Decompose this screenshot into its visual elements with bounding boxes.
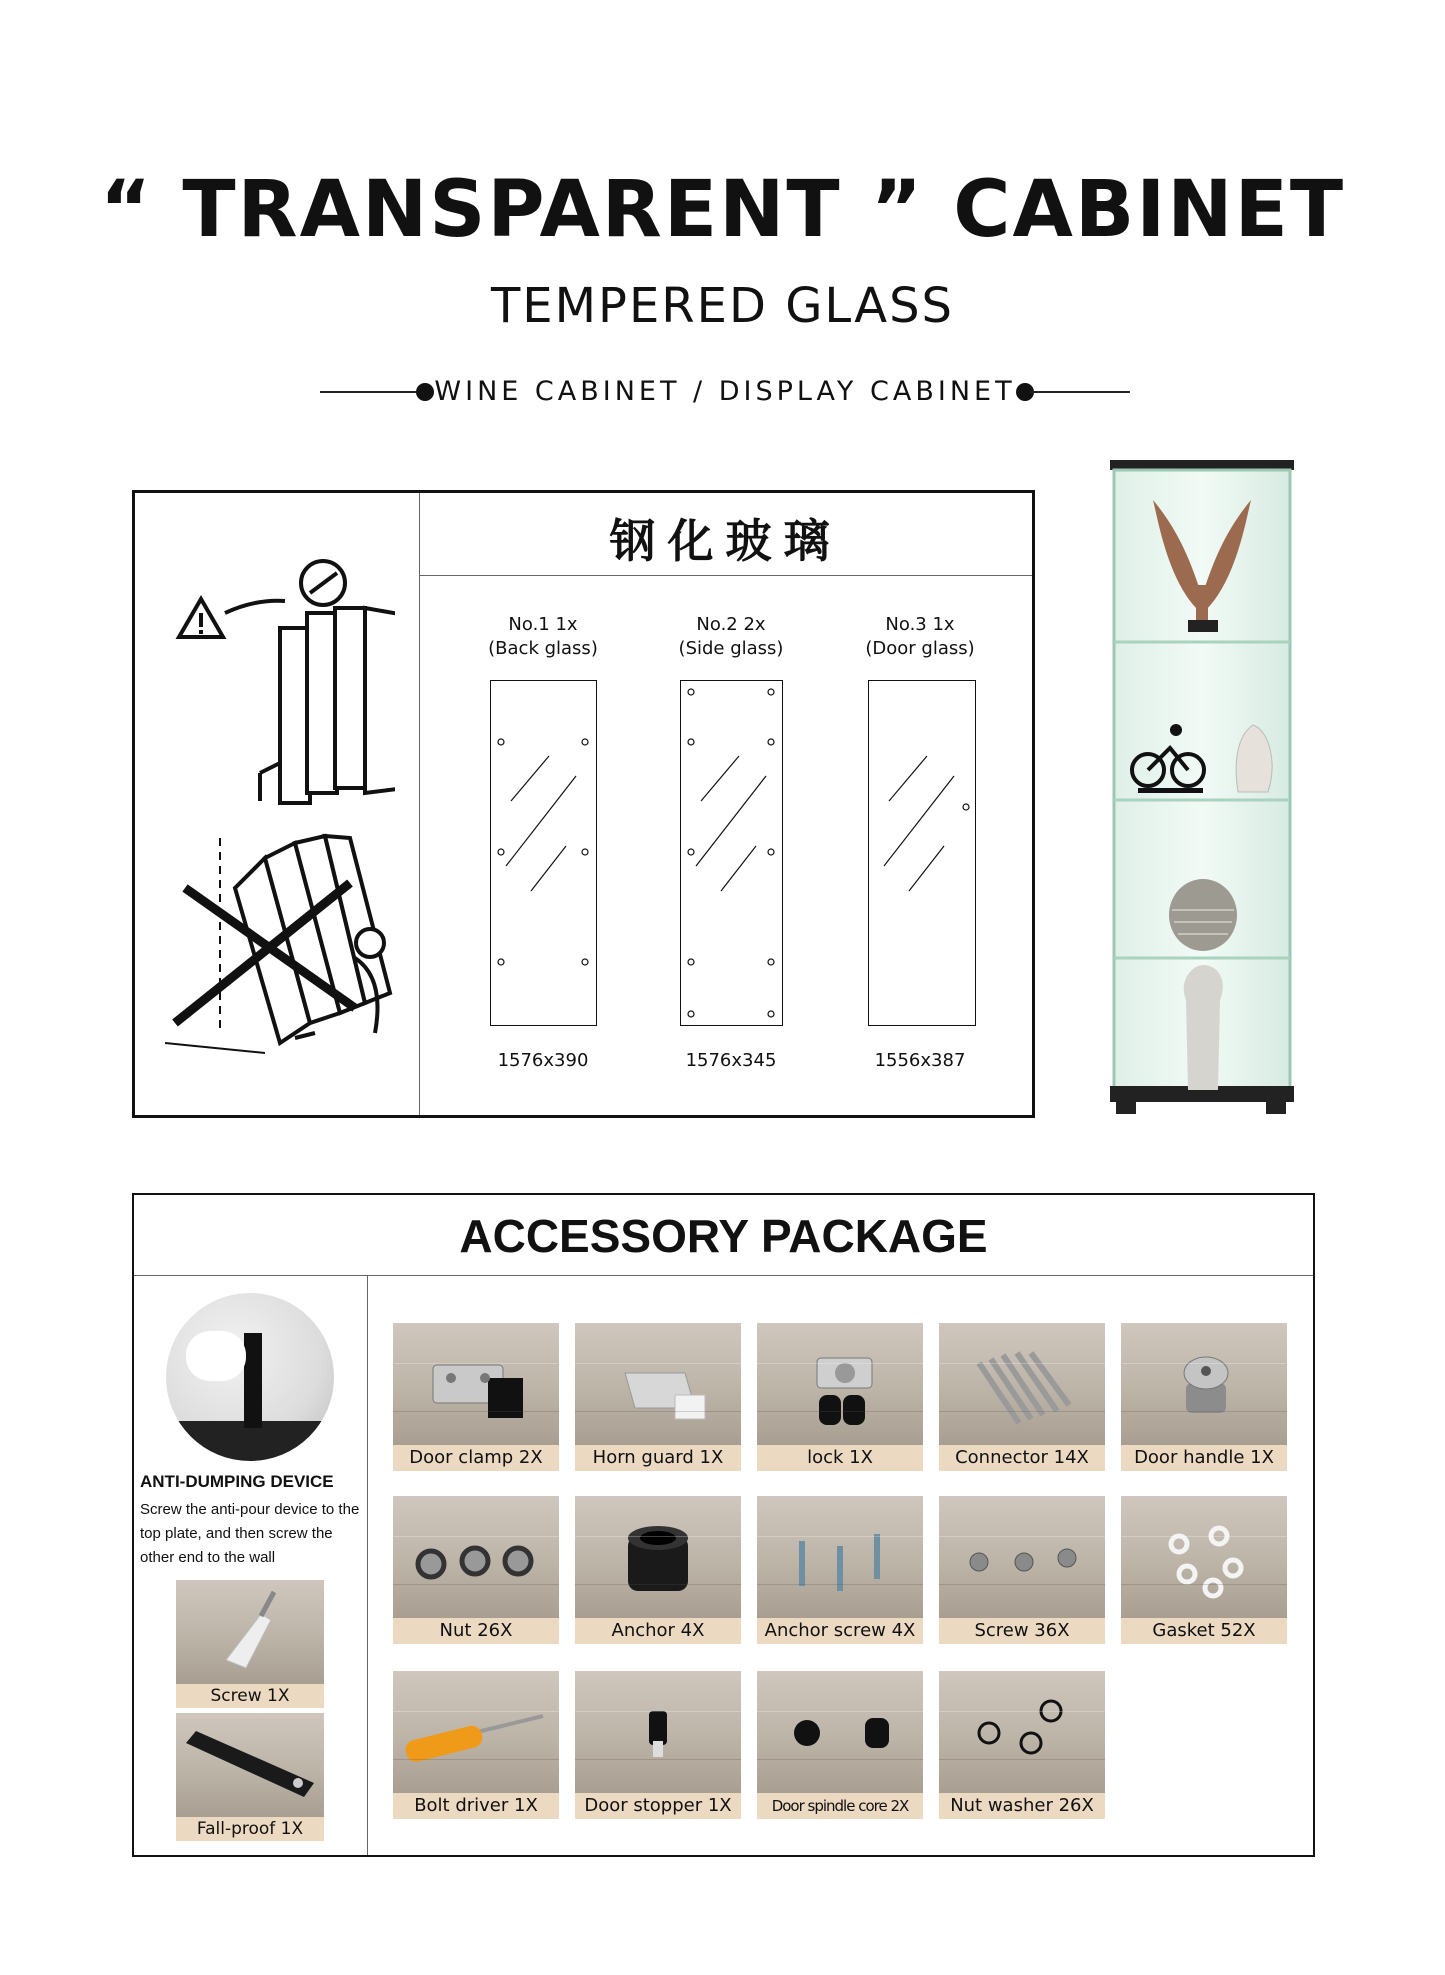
anti-dumping-photo-glove [186, 1331, 246, 1381]
connector-label: Connector 14X [939, 1445, 1105, 1471]
door-clamp-label: Door clamp 2X [393, 1445, 559, 1471]
connector-image [939, 1323, 1105, 1445]
nut-washer-label: Nut washer 26X [939, 1793, 1105, 1819]
screw-label: Screw 36X [939, 1618, 1105, 1644]
glass-panel-2-type: (Side glass) [678, 638, 784, 659]
glass-panel-2-label [651, 613, 811, 661]
handling-illustration [165, 553, 395, 1073]
accessory-tile-gasket [1121, 1496, 1287, 1644]
accessory-tile-nut-washer [939, 1671, 1105, 1819]
door-handle-photo [1121, 1323, 1287, 1445]
tagline-row [320, 374, 1130, 410]
page-subtitle: TEMPERED GLASS [490, 278, 955, 334]
glass-panel-2-qty: No.2 2x [696, 614, 766, 635]
accessory-tile-lock [757, 1323, 923, 1471]
anti-dumping-fallproof-label: Fall-proof 1X [176, 1817, 324, 1841]
glass-panel-3-size: 1556x387 [874, 1050, 966, 1071]
glass-panel-3-glare [869, 681, 974, 1024]
warning-icon [179, 599, 223, 637]
anti-dumping-screw-photo [176, 1580, 324, 1684]
cabinet-photo [1108, 460, 1298, 1160]
door-spindle-core-label: Door spindle core 2X [757, 1793, 923, 1819]
tagline-right-line [1030, 391, 1130, 393]
anti-dumping-screw-tile [176, 1580, 324, 1708]
accessory-tile-bolt-driver [393, 1671, 559, 1819]
glass-column-divider [419, 493, 420, 1115]
glass-panel-1-glare [491, 681, 595, 1024]
anchor-photo [575, 1496, 741, 1618]
anchor-screw-label: Anchor screw 4X [757, 1618, 923, 1644]
glass-panel-3-label [840, 613, 1000, 661]
gasket-image [1121, 1496, 1287, 1618]
door-stopper-photo [575, 1671, 741, 1793]
glass-panel-1-type: (Back glass) [488, 638, 598, 659]
gasket-photo [1121, 1496, 1287, 1618]
connector-photo [939, 1323, 1105, 1445]
lock-photo [757, 1323, 923, 1445]
nut-label: Nut 26X [393, 1618, 559, 1644]
lock-label: lock 1X [757, 1445, 923, 1471]
gasket-label: Gasket 52X [1121, 1618, 1287, 1644]
nut-washer-photo [939, 1671, 1105, 1793]
horn-guard-label: Horn guard 1X [575, 1445, 741, 1471]
anti-dumping-description: Screw the anti-pour device to the top plate, and then screw the other end to the wall [140, 1501, 360, 1566]
accessory-tile-screw [939, 1496, 1105, 1644]
anti-dumping-fallproof-image [176, 1713, 324, 1817]
door-clamp-photo [393, 1323, 559, 1445]
anti-dumping-screw-label: Screw 1X [176, 1684, 324, 1708]
anti-dumping-fallproof-tile [176, 1713, 324, 1841]
anchor-screw-photo [757, 1496, 923, 1618]
door-stopper-image [575, 1671, 741, 1793]
glass-panel-1-qty: No.1 1x [508, 614, 578, 635]
bolt-driver-label: Bolt driver 1X [393, 1793, 559, 1819]
nut-washer-image [939, 1671, 1105, 1793]
anchor-image [575, 1496, 741, 1618]
anchor-label: Anchor 4X [575, 1618, 741, 1644]
horn-guard-image [575, 1323, 741, 1445]
accessory-tile-door-spindle-core [757, 1671, 923, 1819]
incorrect-handling-illustration [165, 836, 390, 1053]
nut-image [393, 1496, 559, 1618]
glass-spec-box [132, 490, 1035, 1118]
accessory-tile-door-clamp [393, 1323, 559, 1471]
door-handle-label: Door handle 1X [1121, 1445, 1287, 1471]
page-title: “ TRANSPARENT ” CABINET [99, 165, 1346, 255]
anti-dumping-photo [166, 1293, 334, 1461]
screw-image [939, 1496, 1105, 1618]
accessory-tile-door-stopper [575, 1671, 741, 1819]
anti-dumping-photo-strap [244, 1333, 262, 1428]
nut-photo [393, 1496, 559, 1618]
anchor-screw-image [757, 1496, 923, 1618]
anti-dumping-fallproof-photo [176, 1713, 324, 1817]
door-spindle-core-photo [757, 1671, 923, 1793]
horn-guard-photo [575, 1323, 741, 1445]
glass-panel-1-size: 1576x390 [497, 1050, 589, 1071]
bolt-driver-image [393, 1671, 559, 1793]
door-handle-image [1121, 1323, 1287, 1445]
glass-header-line [419, 575, 1032, 576]
glass-panel-2-glare [681, 681, 781, 1024]
glass-panel-1-drawing [490, 680, 597, 1026]
accessory-tile-door-handle [1121, 1323, 1287, 1471]
glass-panel-3-drawing [868, 680, 976, 1026]
door-clamp-image [393, 1323, 559, 1445]
anti-dumping-title: ANTI-DUMPING DEVICE [140, 1472, 334, 1491]
accessory-header-line [134, 1275, 1313, 1276]
glass-title: 钢化玻璃 [609, 514, 842, 568]
door-stopper-label: Door stopper 1X [575, 1793, 741, 1819]
correct-handling-illustration [225, 561, 395, 803]
glass-panel-3-type: (Door glass) [865, 638, 975, 659]
glass-panel-2-drawing [680, 680, 783, 1026]
glass-panel-3-qty: No.3 1x [885, 614, 955, 635]
accessory-tile-connector [939, 1323, 1105, 1471]
accessory-tile-anchor [575, 1496, 741, 1644]
accessory-title: ACCESSORY PACKAGE [459, 1210, 988, 1262]
screw-photo [939, 1496, 1105, 1618]
glass-panel-2-size: 1576x345 [685, 1050, 777, 1071]
door-spindle-core-image [757, 1671, 923, 1793]
tagline: WINE CABINET / DISPLAY CABINET [434, 376, 1016, 407]
lock-image [757, 1323, 923, 1445]
anti-dumping-screw-image [176, 1580, 324, 1684]
glass-panel-1-label [463, 613, 623, 661]
accessory-tile-anchor-screw [757, 1496, 923, 1644]
accessory-tile-nut [393, 1496, 559, 1644]
bolt-driver-photo [393, 1671, 559, 1793]
accessory-tile-horn-guard [575, 1323, 741, 1471]
